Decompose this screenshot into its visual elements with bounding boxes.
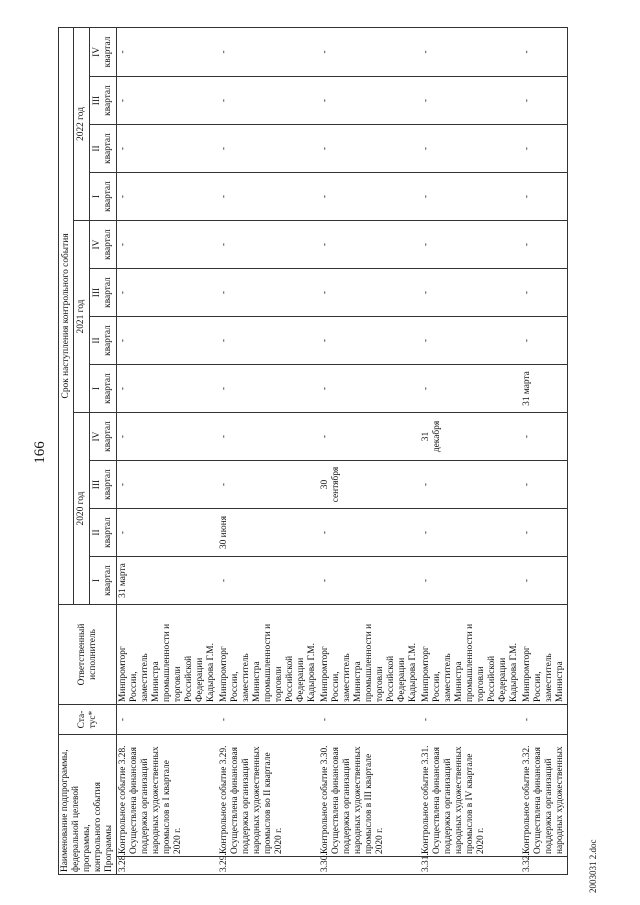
quarter-cell: 31 марта [521,365,568,413]
quarter-cell: - [420,77,521,125]
page-number: 166 [32,441,48,464]
quarter-cell: - [218,365,319,413]
header-status: Ста- тус* [59,705,117,735]
quarter-cell: - [420,509,521,557]
event-name: Контрольное событие 3.32. Осуществлена финансовая поддержка организаций народных художественных [521,735,568,857]
table-row [420,27,521,874]
header-year-2020: 2020 год [74,413,89,605]
header-quarter: II квартал [89,317,116,365]
executor-cell: Минпромторг России, заместитель Министра промышленности и торговли Российской Федерации Кадырова Г.М. [117,605,219,705]
quarter-cell: - [319,557,420,605]
quarter-cell: - [521,125,568,173]
quarter-cell: - [521,461,568,509]
quarter-cell: - [319,269,420,317]
event-name: Контрольное событие 3.30. Осуществлена финансовая поддержка организаций народных художественных промыслов в III квартале 2020 г. [319,735,420,857]
quarter-cell: - [420,461,521,509]
quarter-cell: - [521,77,568,125]
quarter-cell: - [420,173,521,221]
quarter-cell: - [420,221,521,269]
header-deadline: Срок наступления контрольного события [59,27,74,604]
table-row [319,27,420,874]
quarter-cell: - [117,269,219,317]
header-quarter: IV квартал [89,413,116,461]
quarter-cell: 30 сентября [319,461,420,509]
quarter-cell: - [521,413,568,461]
header-quarter: I квартал [89,365,116,413]
footer-filename: 2003031 2.doc [588,839,598,893]
executor-cell: Минпромторг России, заместитель Министра промышленности и торговли Российской Федерации Кадырова Г.М. [319,605,420,705]
header-quarter: III квартал [89,77,116,125]
quarter-cell: - [218,413,319,461]
header-quarter: III квартал [89,269,116,317]
row-number: 3.31. [420,857,521,875]
header-quarter: IV квартал [89,27,116,76]
quarter-cell: - [218,221,319,269]
quarter-cell: - [420,269,521,317]
control-events-table [58,27,568,875]
quarter-cell: - [521,557,568,605]
quarter-cell: - [117,173,219,221]
quarter-cell: - [319,413,420,461]
quarter-cell: - [218,269,319,317]
header-name: Наименование подпрограммы, федеральной целевой программы, контрольного события Программы [59,735,117,875]
quarter-cell: - [117,77,219,125]
quarter-cell: - [420,557,521,605]
quarter-cell: - [420,125,521,173]
status-cell: - [319,705,420,735]
quarter-cell: - [319,77,420,125]
row-number: 3.29. [218,857,319,875]
quarter-cell: - [521,317,568,365]
quarter-cell: - [420,365,521,413]
quarter-cell: - [319,125,420,173]
quarter-cell: - [521,173,568,221]
executor-cell: Минпромторг России, заместитель Министра [521,605,568,705]
quarter-cell: - [117,365,219,413]
quarter-cell: - [117,125,219,173]
event-name: Контрольное событие 3.31. Осуществлена финансовая поддержка организаций народных художественных промыслов в IV квартале 2020 г. [420,735,521,857]
quarter-cell: - [319,221,420,269]
status-cell: - [420,705,521,735]
quarter-cell: - [319,27,420,76]
quarter-cell: - [319,173,420,221]
status-cell: - [117,705,219,735]
quarter-cell: - [521,269,568,317]
quarter-cell: - [218,317,319,365]
quarter-cell: 30 июня [218,509,319,557]
quarter-cell: - [117,317,219,365]
table-row [218,27,319,874]
header-year-2021: 2021 год [74,221,89,413]
quarter-cell: - [420,27,521,76]
quarter-cell: - [319,509,420,557]
quarter-cell: - [218,27,319,76]
quarter-cell: - [117,509,219,557]
quarter-cell: - [420,317,521,365]
row-number: 3.28. [117,857,219,875]
quarter-cell: - [319,365,420,413]
header-quarter: I квартал [89,173,116,221]
row-number: 3.32. [521,857,568,875]
quarter-cell: - [218,77,319,125]
header-quarter: II квартал [89,509,116,557]
quarter-cell: - [218,557,319,605]
row-number: 3.30. [319,857,420,875]
header-year-2022: 2022 год [74,27,89,220]
status-cell: - [218,705,319,735]
quarter-cell: - [117,461,219,509]
event-name: Контрольное событие 3.29. Осуществлена финансовая поддержка организаций народных художественных промыслов во II квартале 2020 г. [218,735,319,857]
executor-cell: Минпромторг России, заместитель Министра промышленности и торговли Российской Федерации Кадырова Г.М. [218,605,319,705]
quarter-cell: - [521,509,568,557]
executor-cell: Минпромторг России, заместитель Министра промышленности и торговли Российской Федерации Кадырова Г.М. [420,605,521,705]
header-quarter: II квартал [89,125,116,173]
quarter-cell: - [319,317,420,365]
quarter-cell: 31 марта [117,557,219,605]
table-row [117,27,219,874]
header-quarter: III квартал [89,461,116,509]
quarter-cell: - [521,27,568,76]
quarter-cell: - [117,413,219,461]
quarter-cell: - [521,221,568,269]
quarter-cell: - [218,173,319,221]
quarter-cell: 31 декабря [420,413,521,461]
header-executor: Ответственный исполнитель [59,605,117,705]
quarter-cell: - [218,125,319,173]
header-quarter: IV квартал [89,221,116,269]
event-name: Контрольное событие 3.28. Осуществлена финансовая поддержка организаций народных художественных промыслов в I квартале 2020 г. [117,735,219,857]
quarter-cell: - [117,27,219,76]
table-row [521,27,568,874]
quarter-cell: - [218,461,319,509]
header-quarter: I квартал [89,557,116,605]
quarter-cell: - [117,221,219,269]
status-cell: - [521,705,568,735]
